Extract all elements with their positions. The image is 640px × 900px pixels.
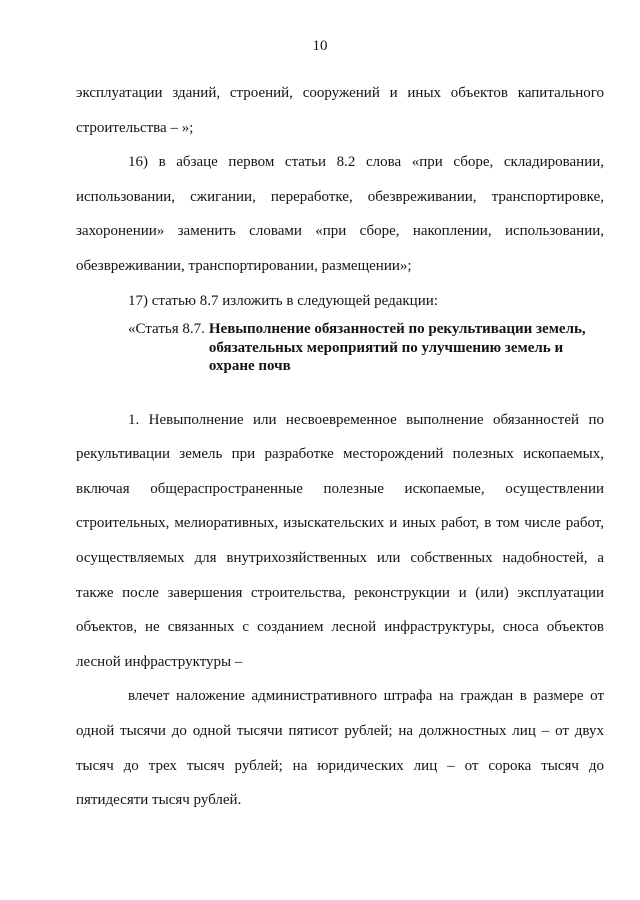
paragraph-article-part-1: 1. Невыполнение или несвоевременное выполнение обязанностей по рекультивации земель при разработке месторождений полезных ископаемых, включая общераспространенные полезные ископаемые, осуществлении строительных, мелиоративных, изыскательских и иных работ, в том числе работ, осуществляемых для внутрихозяйственных или собственных надобностей, а также после завершения строительства, реконструкции и (или) эксплуатации объектов, не связанных с созданием лесной инфраструктуры, сноса объектов лесной инфраструктуры – [76,411,604,670]
paragraph-item-16: 16) в абзаце первом статьи 8.2 слова «при сборе, складировании, использовании, сжигании, переработке, обезвреживании, транспортировке, захоронении» заменить словами «при сборе, накоплении, использовании, обезвреживании, транспортировании, размещении»; [76,154,604,274]
document-body [76,76,604,818]
paragraph-continuation: эксплуатации зданий, строений, сооружений и иных объектов капитального строительства – »; [76,85,604,136]
article-heading-title: Невыполнение обязанностей по рекультивации земель, обязательных мероприятий по улучшению земель и охране почв [208,321,586,375]
article-heading [76,320,604,376]
spacer [76,376,604,403]
paragraph-penalty: влечет наложение административного штрафа на граждан в размере от одной тысячи до одной тысячи пятисот рублей; на должностных лиц – от двух тысяч до трех тысяч рублей; на юридических лиц – от сорока тысяч до пятидесяти тысяч рублей. [76,688,604,809]
paragraph-item-17: 17) статью 8.7 изложить в следующей редакции: [128,292,438,309]
article-heading-prefix: «Статья 8.7. [128,321,205,338]
page-number: 10 [312,38,328,54]
